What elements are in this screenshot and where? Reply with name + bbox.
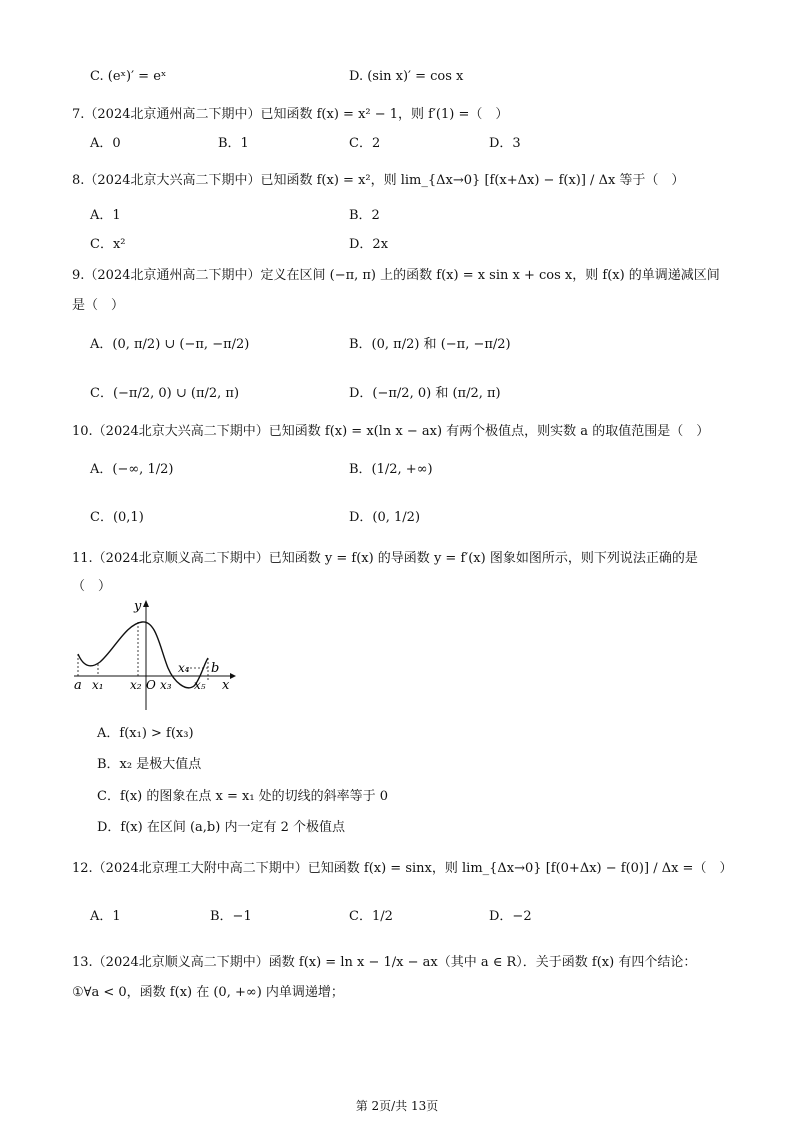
q7-option-c: C．2 (349, 136, 381, 151)
label-o: O (146, 678, 156, 692)
q12-option-b: B．−1 (210, 909, 252, 924)
q12-option-c: C．1/2 (349, 909, 393, 924)
q12-stem: 12.（2024北京理工大附中高二下期中）已知函数 f(x) = sinx，则 lim_{Δx→0} [f(0+Δx) − f(0)] / Δx =（ ） (72, 861, 733, 876)
label-x2: x₂ (130, 678, 142, 692)
q13-item-1: ①∀a < 0，函数 f(x) 在 (0, +∞) 内单调递增； (72, 985, 344, 1000)
q8-option-b: B．2 (349, 208, 380, 223)
q8-option-a: A．1 (90, 208, 121, 223)
q12-option-d: D．−2 (489, 909, 532, 924)
q11-stem-cont: （ ） (72, 579, 112, 594)
q12-option-a: A．1 (90, 909, 121, 924)
q8-option-d: D．2x (349, 237, 389, 252)
q13-stem: 13.（2024北京顺义高二下期中）函数 f(x) = ln x − 1/x − ax（其中 a ∈ R）．关于函数 f(x) 有四个结论： (72, 955, 697, 970)
q8-option-c: C．x² (90, 237, 126, 252)
q8-stem: 8.（2024北京大兴高二下期中）已知函数 f(x) = x²，则 lim_{Δx→0} [f(x+Δx) − f(x)] / Δx 等于（ ） (72, 173, 685, 188)
q6-option-c: C. (eˣ)′ = eˣ (90, 69, 167, 84)
q9-stem-cont: 是（ ） (72, 298, 125, 313)
q10-option-c: C．(0,1) (90, 510, 144, 525)
q9-option-d: D．(−π/2, 0) 和 (π/2, π) (349, 386, 501, 401)
q10-option-b: B．(1/2, +∞) (349, 462, 433, 477)
label-b: b (211, 661, 220, 676)
q11-stem: 11.（2024北京顺义高二下期中）已知函数 y = f(x) 的导函数 y = f′(x) 图象如图所示，则下列说法正确的是 (72, 551, 698, 566)
label-x3: x₃ (160, 678, 172, 692)
label-x: x (222, 678, 230, 693)
q7-option-d: D．3 (489, 136, 521, 151)
label-y: y (134, 599, 142, 614)
q7-option-b: B．1 (218, 136, 249, 151)
q11-option-d: D．f(x) 在区间 (a,b) 内一定有 2 个极值点 (97, 820, 345, 835)
q10-option-d: D．(0, 1/2) (349, 510, 421, 525)
q10-stem: 10.（2024北京大兴高二下期中）已知函数 f(x) = x(ln x − ax) 有两个极值点，则实数 a 的取值范围是（ ） (72, 424, 710, 439)
label-x1: x₁ (92, 678, 104, 692)
label-x4: x₄ (178, 661, 190, 675)
q6-option-d: D. (sin x)′ = cos x (349, 69, 464, 84)
q11-option-c: C．f(x) 的图象在点 x = x₁ 处的切线的斜率等于 0 (97, 789, 389, 804)
q7-stem: 7.（2024北京通州高二下期中）已知函数 f(x) = x² − 1，则 f′(1) =（ ） (72, 107, 509, 122)
q11-derivative-graph (70, 598, 240, 713)
label-x5: x₅ (194, 678, 206, 692)
label-a: a (74, 678, 82, 693)
x-axis-arrow (230, 673, 236, 679)
q11-option-b: B．x₂ 是极大值点 (97, 757, 202, 772)
page-number: 第 2页/共 13页 (355, 1099, 439, 1113)
q9-option-b: B．(0, π/2) 和 (−π, −π/2) (349, 337, 511, 352)
q11-option-a: A．f(x₁) > f(x₃) (97, 726, 194, 741)
q9-option-c: C．(−π/2, 0) ∪ (π/2, π) (90, 386, 240, 401)
q7-option-a: A．0 (90, 136, 121, 151)
q9-option-a: A．(0, π/2) ∪ (−π, −π/2) (90, 337, 250, 352)
y-axis-arrow (143, 600, 149, 607)
q10-option-a: A．(−∞, 1/2) (90, 462, 174, 477)
q9-stem: 9.（2024北京通州高二下期中）定义在区间 (−π, π) 上的函数 f(x) = x sin x + cos x，则 f(x) 的单调递减区间 (72, 268, 720, 283)
